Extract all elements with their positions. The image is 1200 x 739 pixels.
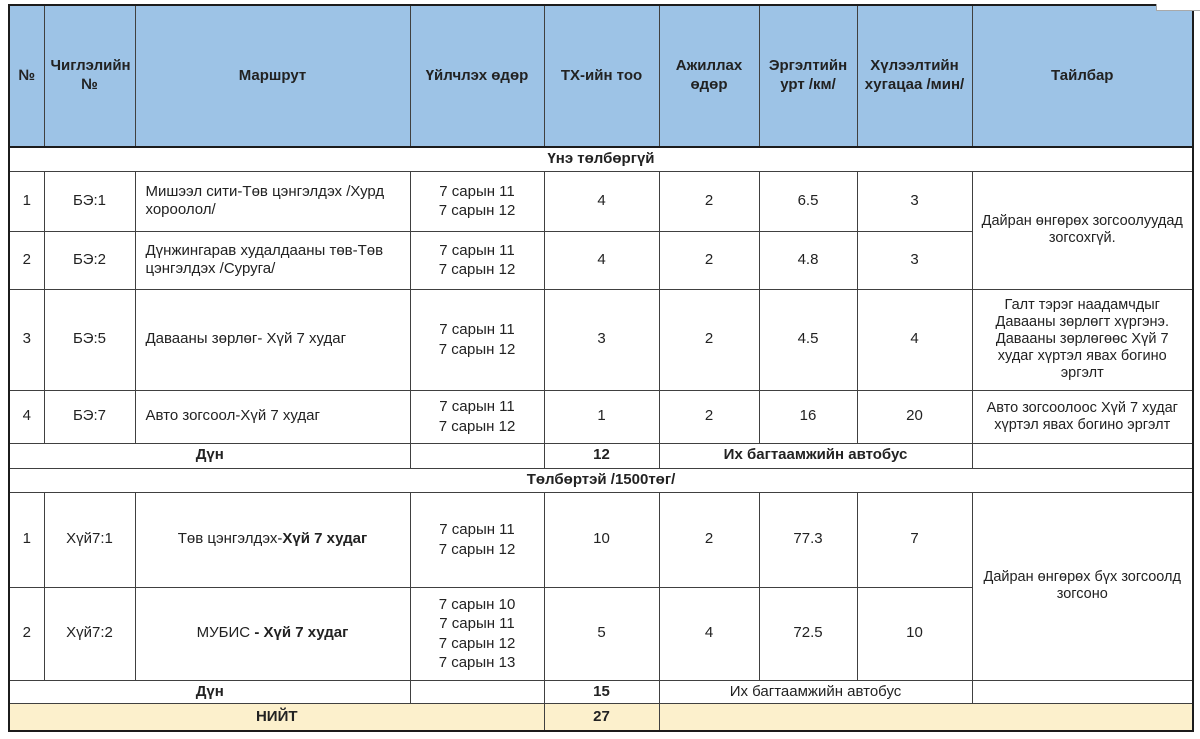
header-cell-route: Маршрут: [135, 5, 410, 147]
section-title-paid: Төлбөртэй /1500төг/: [9, 468, 1193, 492]
cell-wait-time: 20: [857, 390, 972, 443]
header-cell-service-day: Үйлчлэх өдөр: [410, 5, 544, 147]
cell-remark: Авто зогсоолоос Хүй 7 худаг хүртэл явах богино эргэлт: [972, 390, 1193, 443]
cell-no: 1: [9, 492, 44, 587]
section-title-free: Үнэ төлбөргүй: [9, 147, 1193, 171]
cell-direction-number: БЭ:5: [44, 289, 135, 390]
cell-turn-length: 6.5: [759, 171, 857, 231]
total-label: Дүн: [9, 680, 410, 704]
header-cell-working-day: Ажиллах өдөр: [659, 5, 759, 147]
table-row-free-1: [9, 171, 1193, 231]
total-vehicle-count: 12: [544, 443, 659, 468]
grand-total-label: НИЙТ: [9, 704, 544, 731]
cell-turn-length: 72.5: [759, 587, 857, 680]
cell-remark: Галт тэрэг наадамчдыг Давааны зөрлөгт хүргэнэ. Давааны зөрлөгөөс Хүй 7 худаг хүртэл явах богино эргэлт: [972, 289, 1193, 390]
total-row-paid: [9, 680, 1193, 704]
cell-direction-number: Хүй7:1: [44, 492, 135, 587]
header-cell-direction: Чиглэлийн №: [44, 5, 135, 147]
cell-working-days: 2: [659, 289, 759, 390]
cell-wait-time: 3: [857, 171, 972, 231]
cell-vehicle-count: 3: [544, 289, 659, 390]
cell-direction-number: Хүй7:2: [44, 587, 135, 680]
cell-remark-shared-paid: Дайран өнгөрөх бүх зогсоолд зогсоно: [972, 492, 1193, 680]
total-label: Дүн: [9, 443, 410, 468]
cell-service-days: 7 сарын 11 7 сарын 12: [410, 289, 544, 390]
cell-route: Дүнжингарав худалдааны төв-Төв цэнгэлдэх /Суруга/: [135, 231, 410, 289]
header-cell-remark: Тайлбар: [972, 5, 1193, 147]
table-header-row: [9, 5, 1193, 147]
cell-wait-time: 3: [857, 231, 972, 289]
cell-vehicle-count: 5: [544, 587, 659, 680]
cell-vehicle-count: 4: [544, 231, 659, 289]
header-cell-wait-time: Хүлээлтийн хугацаа /мин/: [857, 5, 972, 147]
cell-no: 2: [9, 231, 44, 289]
cell-no: 3: [9, 289, 44, 390]
cell-route: Мишээл сити-Төв цэнгэлдэх /Хурд хороолол/: [135, 171, 410, 231]
cell-wait-time: 4: [857, 289, 972, 390]
cell-vehicle-count: 4: [544, 171, 659, 231]
cell-no: 1: [9, 171, 44, 231]
table-row-free-3: [9, 289, 1193, 390]
cell-turn-length: 77.3: [759, 492, 857, 587]
total-row-free: [9, 443, 1193, 468]
bus-schedule-table: [8, 4, 1194, 732]
bus-schedule-page: [8, 4, 1194, 732]
cell-working-days: 2: [659, 492, 759, 587]
total-empty-remark: [972, 680, 1193, 704]
cell-turn-length: 4.8: [759, 231, 857, 289]
total-bus-type: Их багтаамжийн автобус: [659, 680, 972, 704]
total-bus-type: Их багтаамжийн автобус: [659, 443, 972, 468]
cell-service-days: 7 сарын 10 7 сарын 11 7 сарын 12 7 сарын 13: [410, 587, 544, 680]
cell-vehicle-count: 1: [544, 390, 659, 443]
cell-service-days: 7 сарын 11 7 сарын 12: [410, 171, 544, 231]
cell-vehicle-count: 10: [544, 492, 659, 587]
total-empty-remark: [972, 443, 1193, 468]
total-empty-days: [410, 680, 544, 704]
cell-service-days: 7 сарын 11 7 сарын 12: [410, 390, 544, 443]
total-empty-days: [410, 443, 544, 468]
cell-direction-number: БЭ:7: [44, 390, 135, 443]
cell-route: [135, 587, 410, 680]
cell-direction-number: БЭ:2: [44, 231, 135, 289]
cell-turn-length: 4.5: [759, 289, 857, 390]
cell-remark-shared-free: Дайран өнгөрөх зогсоолуудад зогсохгүй.: [972, 171, 1193, 289]
cell-working-days: 2: [659, 231, 759, 289]
cell-working-days: 2: [659, 390, 759, 443]
route-prefix: МУБИС: [196, 624, 255, 642]
route-bold-part: - Хүй 7 худаг: [254, 624, 349, 642]
header-cell-turn-length: Эргэлтийн урт /км/: [759, 5, 857, 147]
cell-no: 2: [9, 587, 44, 680]
cell-route: [135, 492, 410, 587]
total-vehicle-count: 15: [544, 680, 659, 704]
cell-wait-time: 7: [857, 492, 972, 587]
cell-direction-number: БЭ:1: [44, 171, 135, 231]
route-prefix: Төв цэнгэлдэх-: [177, 530, 283, 548]
grand-total-vehicle-count: 27: [544, 704, 659, 731]
section-row-free: [9, 147, 1193, 171]
cell-working-days: 4: [659, 587, 759, 680]
cell-route: Авто зогсоол-Хүй 7 худаг: [135, 390, 410, 443]
cell-service-days: 7 сарын 11 7 сарын 12: [410, 231, 544, 289]
header-cell-no: №: [9, 5, 44, 147]
route-bold-part: Хүй 7 худаг: [282, 530, 368, 548]
section-row-paid: [9, 468, 1193, 492]
cell-no: 4: [9, 390, 44, 443]
table-row-paid-1: [9, 492, 1193, 587]
table-row-free-4: [9, 390, 1193, 443]
cell-turn-length: 16: [759, 390, 857, 443]
cell-route: Давааны зөрлөг- Хүй 7 худаг: [135, 289, 410, 390]
grand-total-empty: [659, 704, 1193, 731]
cell-working-days: 2: [659, 171, 759, 231]
top-right-notch: [1156, 4, 1200, 11]
grand-total-row: [9, 704, 1193, 731]
cell-service-days: 7 сарын 11 7 сарын 12: [410, 492, 544, 587]
cell-wait-time: 10: [857, 587, 972, 680]
header-cell-vehicle-count: ТХ-ийн тоо: [544, 5, 659, 147]
